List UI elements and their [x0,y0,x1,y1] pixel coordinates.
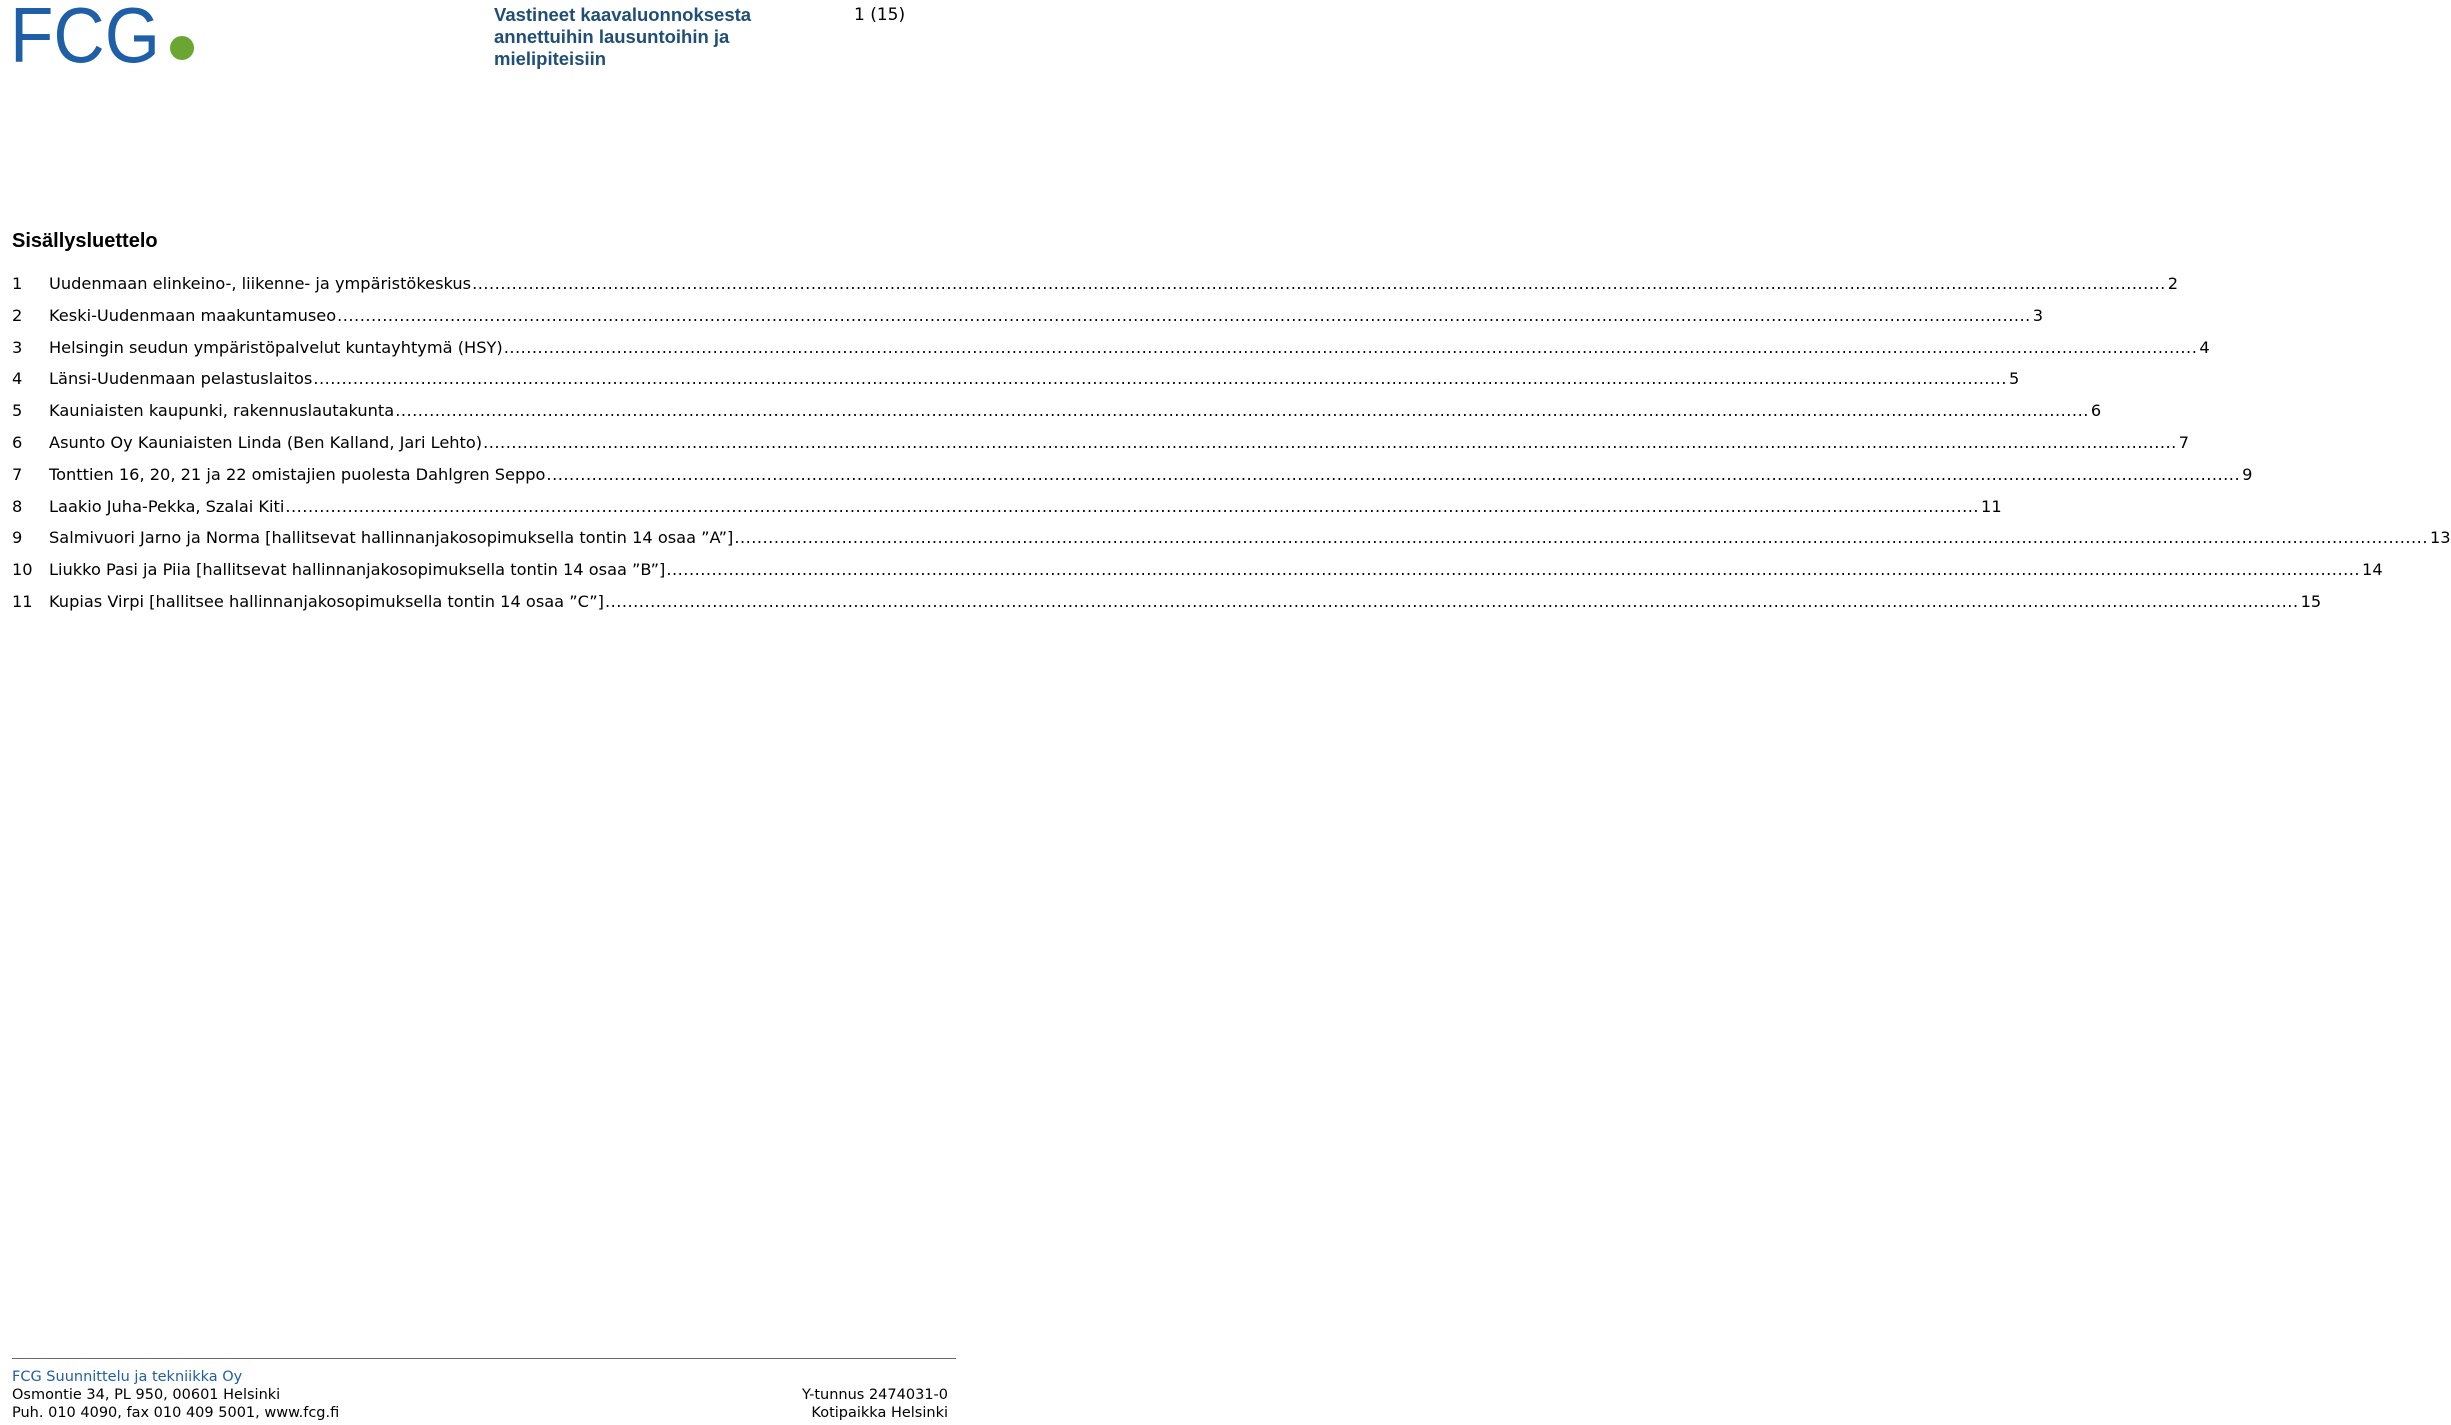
toc-entry[interactable] [12,554,2383,586]
logo-green-dot [170,36,194,60]
toc-entry-number: 7 [12,464,23,484]
toc-dot-leader: ............................................................................................................................................................................................................................................................................................................ [395,401,2089,421]
footer-row-contact [12,1404,948,1422]
toc-entry-page: 4 [2199,337,2210,357]
toc-dot-leader: ............................................................................................................................................................................................................................................................................................................ [604,591,2299,611]
toc-entry-page: 3 [2032,305,2044,325]
toc-entry-number: 5 [12,401,23,421]
toc-entry-page: 2 [2167,274,2179,293]
footer-domicile: Kotipaikka Helsinki [811,1405,948,1421]
logo-text: FCG [10,0,160,79]
toc-entry[interactable] [12,300,2044,332]
toc-entry-title: Länsi-Uudenmaan pelastuslaitos [49,369,313,389]
toc-entry[interactable] [12,586,2322,618]
toc-entry-title: Laakio Juha-Pekka, Szalai Kiti [49,496,285,516]
page-number: 1 (15) [854,5,906,25]
toc-entry-page: 11 [1981,496,2002,516]
toc-entry-title: Liukko Pasi ja Piia [hallitsevat hallinnanjakosopimuksella tontin 14 osaa ”B”] [49,560,666,580]
toc-entry[interactable] [12,491,2002,523]
toc-entry[interactable] [12,395,2102,427]
toc-entry[interactable] [12,459,2253,491]
toc-dot-leader: ............................................................................................................................................................................................................................................................................................................ [285,496,1980,516]
toc-entry-page: 15 [2300,591,2322,611]
toc-entry-page: 9 [2242,464,2253,484]
toc-entry-page: 6 [2090,401,2102,421]
toc-dot-leader: ............................................................................................................................................................................................................................................................................................................ [734,528,2428,548]
footer-address: Osmontie 34, PL 950, 00601 Helsinki [12,1387,281,1403]
toc-entry-page: 13 [2429,528,2451,548]
toc-entry-number: 1 [12,274,23,293]
toc-dot-leader: ............................................................................................................................................................................................................................................................................................................ [313,369,2007,389]
footer-business-id: Y-tunnus 2474031-0 [801,1387,948,1403]
toc-entry-number: 10 [12,560,33,580]
toc-entry-title: Tonttien 16, 20, 21 ja 22 omistajien puolesta Dahlgren Seppo [49,464,546,484]
toc-entry-number: 6 [12,432,23,452]
document-title: Vastineet kaavaluonnoksesta annettuihin lausuntoihin ja mielipiteisiin [494,4,752,69]
toc-entry[interactable] [12,268,2179,300]
footer-divider [12,1358,956,1359]
toc-entry-number: 4 [12,369,23,389]
toc-entry[interactable] [12,427,2190,459]
toc-dot-leader: ............................................................................................................................................................................................................................................................................................................ [503,337,2198,357]
footer-company: FCG Suunnittelu ja tekniikka Oy [12,1369,243,1385]
toc-entry[interactable] [12,363,2020,395]
toc-entry-number: 8 [12,496,23,516]
toc-entry-number: 2 [12,305,23,325]
toc-entry-title: Kupias Virpi [hallitsee hallinnanjakosopimuksella tontin 14 osaa ”C”] [49,591,604,611]
footer-row-address [12,1386,948,1404]
toc-entry-title: Salmivuori Jarno ja Norma [hallitsevat hallinnanjakosopimuksella tontin 14 osaa ”A”] [49,528,734,548]
company-logo [10,0,200,79]
toc-entry-title: Keski-Uudenmaan maakuntamuseo [49,305,337,325]
toc-entry-title: Asunto Oy Kauniaisten Linda (Ben Kalland, Jari Lehto) [49,432,483,452]
footer-contact: Puh. 010 4090, fax 010 409 5001, www.fcg.fi [12,1405,340,1421]
toc-entry[interactable] [12,522,2451,554]
toc-dot-leader: ............................................................................................................................................................................................................................................................................................................ [337,305,2031,325]
toc-entry-number: 9 [12,528,23,548]
toc-entry-page: 14 [2362,560,2383,580]
toc-dot-leader: ............................................................................................................................................................................................................................................................................................................ [472,274,2166,293]
page-footer [12,1368,948,1422]
toc-heading: Sisällysluettelo [12,230,158,252]
toc-entry-title: Helsingin seudun ympäristöpalvelut kuntayhtymä (HSY) [49,337,503,357]
fcg-logo-graphic [10,0,200,79]
toc-entry-page: 5 [2008,369,2020,389]
toc-entry-title: Uudenmaan elinkeino-, liikenne- ja ympäristökeskus [49,274,472,293]
toc-dot-leader: ............................................................................................................................................................................................................................................................................................................ [666,560,2361,580]
toc-entry-number: 11 [12,591,33,611]
toc-entry-title: Kauniaisten kaupunki, rakennuslautakunta [49,401,395,421]
toc-dot-leader: ............................................................................................................................................................................................................................................................................................................ [546,464,2241,484]
toc-entry-page: 7 [2178,432,2190,452]
toc-entry-number: 3 [12,337,23,357]
toc-entry[interactable] [12,332,2210,364]
table-of-contents [12,268,2451,618]
toc-dot-leader: ............................................................................................................................................................................................................................................................................................................ [483,432,2177,452]
